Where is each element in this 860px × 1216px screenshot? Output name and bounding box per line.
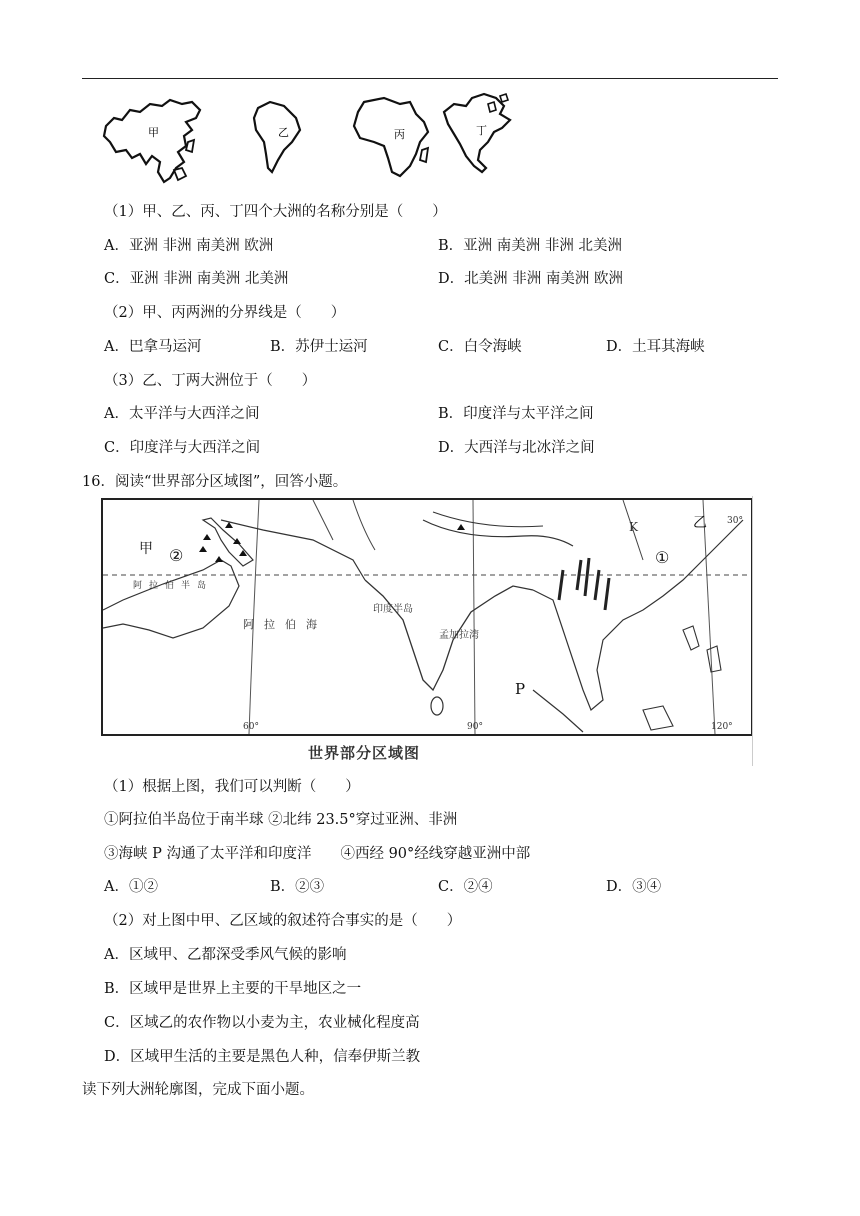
arabian-sea-label: 阿拉伯海	[243, 618, 327, 631]
option-b[interactable]: B．印度洋与太平洋之间	[438, 406, 594, 422]
continent-label: 丁	[476, 124, 487, 137]
option-a[interactable]: A．太平洋与大西洋之间	[104, 406, 260, 422]
option-c[interactable]: C．白令海峡	[438, 339, 522, 355]
lon-60-label: 60°	[243, 722, 259, 732]
option-c[interactable]: C．②④	[438, 879, 493, 895]
option-a[interactable]: A．亚洲 非洲 南美洲 欧洲	[104, 238, 274, 254]
bay-of-bengal-label: 孟加拉湾	[439, 630, 479, 641]
option-d[interactable]: D．区域甲生活的主要是黑色人种，信奉伊斯兰教	[104, 1049, 421, 1065]
header-rule	[82, 78, 778, 79]
map-side-border	[738, 496, 753, 766]
statement-line: ①阿拉伯半岛位于南半球 ②北纬 23.5°穿过亚洲、非洲	[104, 812, 458, 828]
option-b[interactable]: B．亚洲 南美洲 非洲 北美洲	[438, 238, 622, 254]
world-region-map	[98, 496, 754, 766]
option-b[interactable]: B．②③	[270, 879, 325, 895]
option-b[interactable]: B．苏伊士运河	[270, 339, 368, 355]
option-c[interactable]: C．印度洋与大西洋之间	[104, 440, 261, 456]
strait-p-label: P	[515, 680, 526, 698]
lat-30-label: 30°	[727, 516, 743, 526]
lon-120-label: 120°	[711, 722, 733, 732]
option-c[interactable]: C．亚洲 非洲 南美洲 北美洲	[104, 271, 289, 287]
option-a[interactable]: A．巴拿马运河	[104, 339, 202, 355]
option-a[interactable]: A．区域甲、乙都深受季风气候的影响	[104, 947, 347, 963]
next-question-intro: 读下列大洲轮廓图，完成下面小题。	[82, 1082, 314, 1098]
lon-90-label: 90°	[467, 722, 483, 732]
map-drawing	[103, 500, 751, 734]
arabian-peninsula-label: 阿拉伯半岛	[133, 581, 214, 591]
indian-peninsula-label: 印度半岛	[373, 604, 413, 615]
q16-sub2-stem: （2）对上图中甲、乙区域的叙述符合事实的是（ ）	[104, 913, 462, 929]
circle-2-label: ②	[169, 546, 184, 565]
option-d[interactable]: D．土耳其海峡	[606, 339, 705, 355]
option-d[interactable]: D．北美洲 非洲 南美洲 欧洲	[438, 271, 623, 287]
africa-outline-icon	[350, 96, 432, 180]
continent-label: 丙	[394, 128, 405, 141]
q15-sub2-stem: （2）甲、丙两洲的分界线是（ ）	[104, 305, 346, 321]
circle-1-label: ①	[655, 548, 670, 567]
option-c[interactable]: C．区域乙的农作物以小麦为主，农业械化程度高	[104, 1015, 420, 1031]
map-frame	[101, 498, 753, 736]
q16-sub1-stem: （1）根据上图，我们可以判断（ ）	[104, 779, 360, 795]
continent-label: 乙	[278, 126, 289, 139]
asia-outline-icon	[100, 96, 204, 186]
statement-line: ③海峡 P 沟通了太平洋和印度洋 ④西经 90°经线穿越亚洲中部	[104, 846, 531, 862]
south-america-outline-icon	[250, 98, 304, 176]
continent-label: 甲	[148, 126, 159, 139]
option-d[interactable]: D．③④	[606, 879, 662, 895]
k-label: K	[629, 520, 638, 534]
option-a[interactable]: A．①②	[104, 879, 158, 895]
q15-sub1-stem: （1）甲、乙、丙、丁四个大洲的名称分别是（ ）	[104, 204, 447, 220]
option-d[interactable]: D．大西洋与北冰洋之间	[438, 440, 595, 456]
map-caption: 世界部分区域图	[308, 744, 421, 762]
region-jia-label: 甲	[139, 541, 153, 557]
option-b[interactable]: B．区域甲是世界上主要的干旱地区之一	[104, 981, 362, 997]
region-yi-label: 乙	[693, 515, 707, 531]
q15-sub3-stem: （3）乙、丁两大洲位于（ ）	[104, 373, 317, 389]
q16-intro: 16．阅读“世界部分区域图”，回答小题。	[82, 474, 348, 490]
north-america-outline-icon	[440, 90, 514, 174]
